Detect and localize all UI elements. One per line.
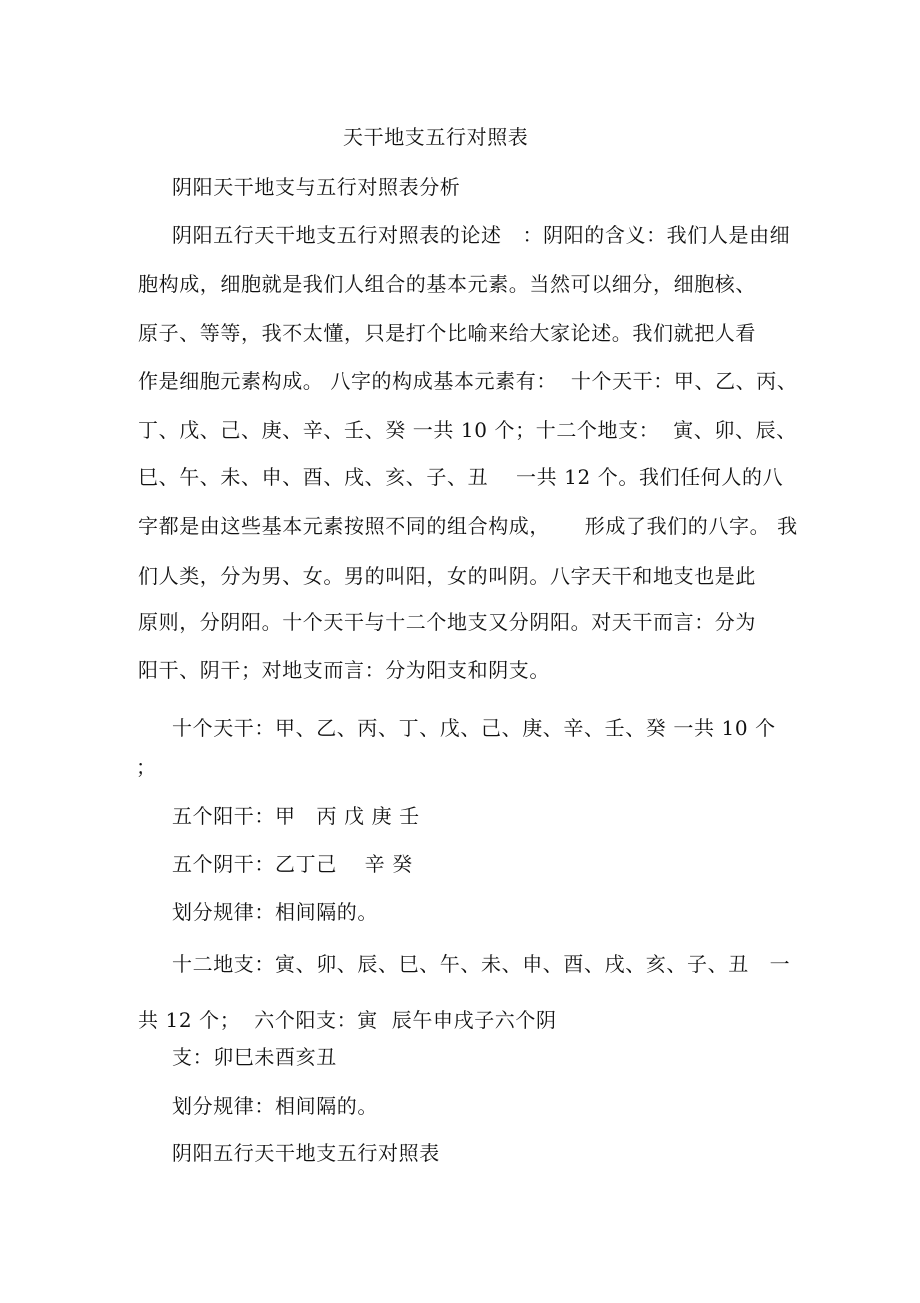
paragraph-line: 原则，分阴阳。十个天干与十二个地支又分阴阳。对天干而言：分为	[138, 610, 756, 634]
paragraph-line: 阳干、阴干；对地支而言：分为阳支和阴支。	[138, 658, 550, 682]
tiangan-semicolon: ；	[136, 755, 157, 779]
paragraph-line: 们人类，分为男、女。男的叫阳，女的叫阴。八字天干和地支也是此	[138, 564, 756, 588]
rule-line: 划分规律：相间隔的。	[172, 1094, 378, 1118]
closing-heading: 阴阳五行天干地支五行对照表	[172, 1141, 440, 1165]
subtitle: 阴阳天干地支与五行对照表分析	[172, 175, 461, 199]
yang-gan-line: 五个阳干：甲 丙 戊 庚 壬	[172, 804, 420, 828]
dizhi-line: 十二地支：寅、卯、辰、巳、午、未、申、酉、戌、亥、子、丑 一	[172, 952, 791, 976]
paragraph-line: 作是细胞元素构成。 八字的构成基本元素有： 十个天干：甲、乙、丙、	[138, 369, 798, 393]
paragraph-line: 巳、午、未、申、酉、戌、亥、子、丑 一共 12 个。我们任何人的八	[138, 465, 784, 489]
tiangan-line: 十个天干：甲、乙、丙、丁、戊、己、庚、辛、壬、癸 一共 10 个	[172, 716, 776, 740]
paragraph-line: 丁、戊、己、庚、辛、壬、癸 一共 10 个；十二个地支： 寅、卯、辰、	[138, 418, 797, 442]
paragraph-line: 阴阳五行天干地支五行对照表的论述 ：阴阳的含义：我们人是由细	[172, 223, 791, 247]
document-title: 天干地支五行对照表	[343, 125, 529, 149]
yin-gan-line: 五个阴干：乙丁己 辛 癸	[172, 852, 413, 876]
paragraph-line: 胞构成，细胞就是我们人组合的基本元素。当然可以细分，细胞核、	[138, 272, 756, 296]
rule-line: 划分规律：相间隔的。	[172, 900, 378, 924]
dizhi-line-2: 共 12 个； 六个阳支：寅 辰午申戌子六个阴	[138, 1008, 557, 1032]
paragraph-line: 原子、等等，我不太懂，只是打个比喻来给大家论述。我们就把人看	[138, 321, 756, 345]
dizhi-line-3: 支：卯巳未酉亥丑	[172, 1045, 337, 1069]
paragraph-line: 字都是由这些基本元素按照不同的组合构成， 形成了我们的八字。 我	[138, 514, 798, 538]
